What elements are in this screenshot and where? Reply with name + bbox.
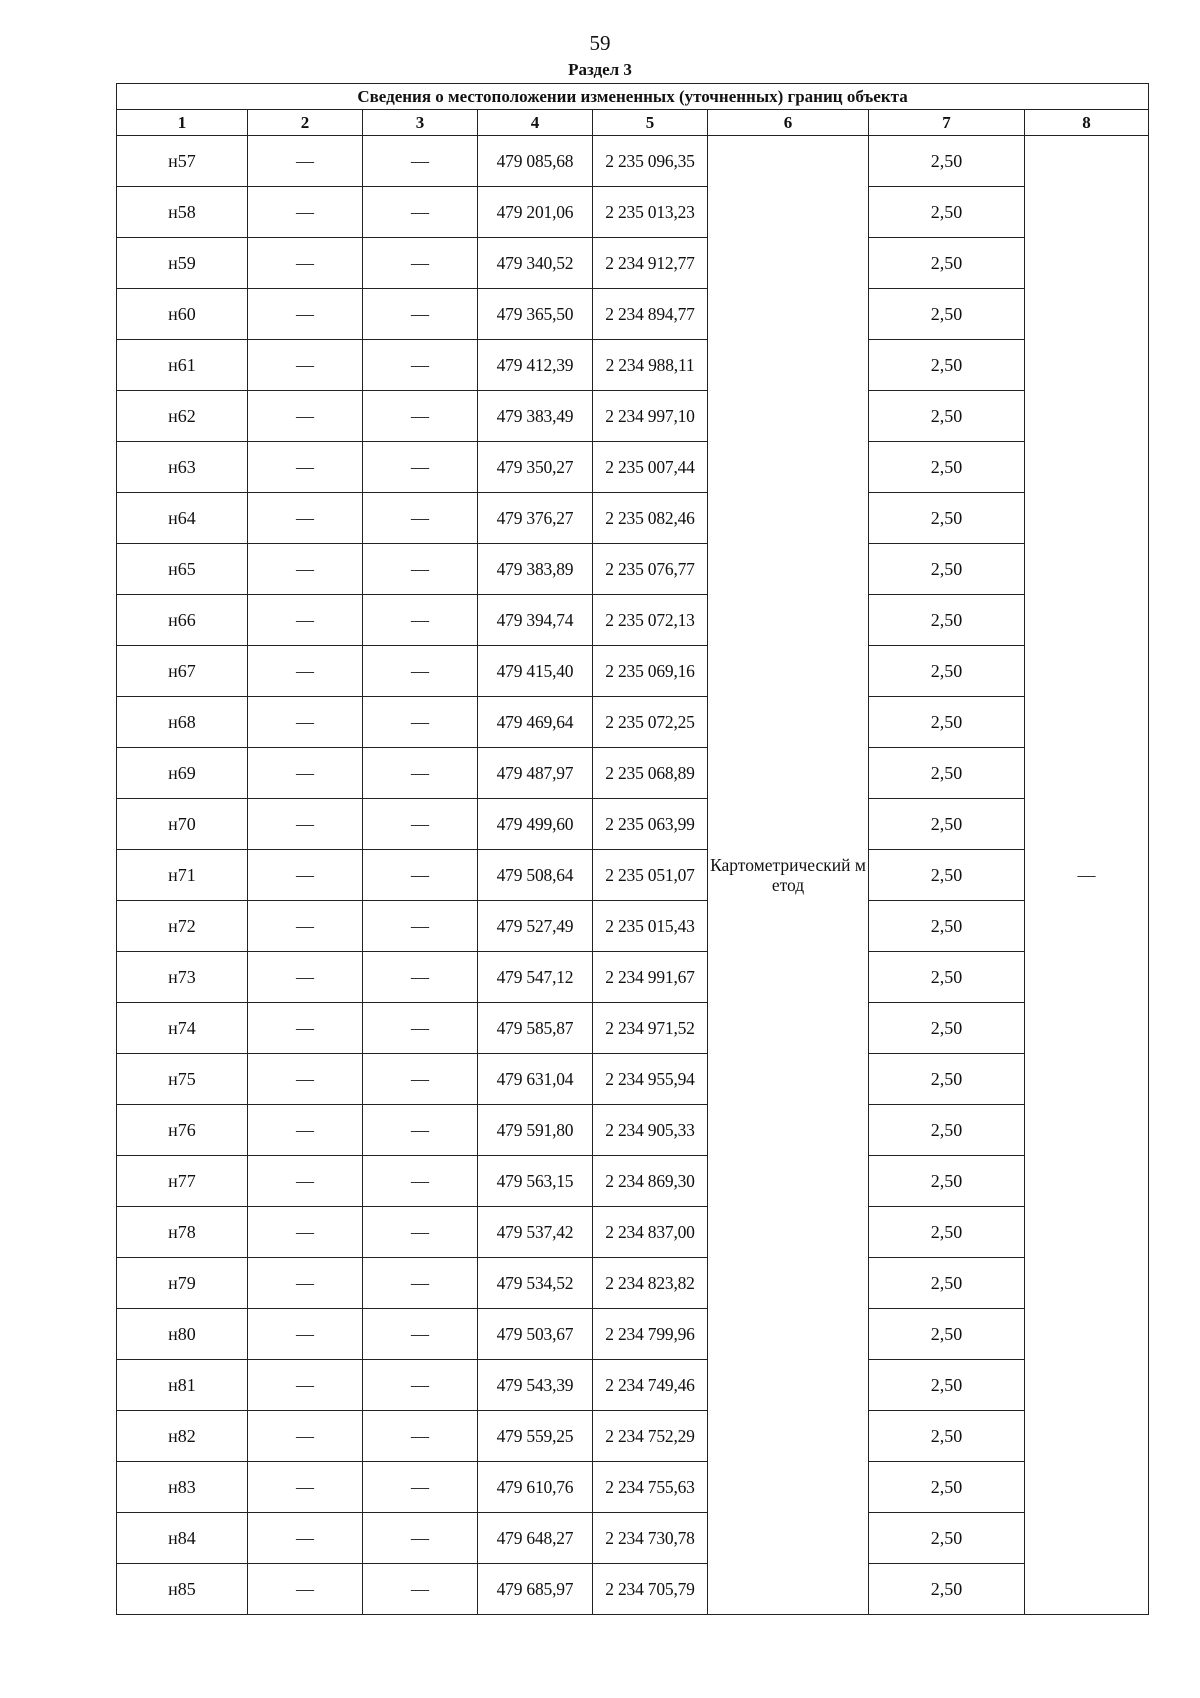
precision-value: 2,50	[869, 646, 1025, 697]
table-caption: Сведения о местоположении измененных (уточненных) границ объекта	[117, 84, 1149, 110]
precision-value: 2,50	[869, 1462, 1025, 1513]
point-number: н63	[117, 442, 248, 493]
x-coordinate: 479 685,97	[478, 1564, 593, 1615]
precision-value: 2,50	[869, 391, 1025, 442]
table-row	[117, 238, 1149, 289]
column-2-value: —	[248, 1207, 363, 1258]
x-coordinate: 479 376,27	[478, 493, 593, 544]
point-number: н67	[117, 646, 248, 697]
column-2-value: —	[248, 1462, 363, 1513]
precision-value: 2,50	[869, 748, 1025, 799]
point-number: н66	[117, 595, 248, 646]
precision-value: 2,50	[869, 1309, 1025, 1360]
column-3-value: —	[363, 1258, 478, 1309]
x-coordinate: 479 631,04	[478, 1054, 593, 1105]
point-number: н70	[117, 799, 248, 850]
table-row	[117, 1258, 1149, 1309]
point-number: н78	[117, 1207, 248, 1258]
table-row	[117, 493, 1149, 544]
x-coordinate: 479 487,97	[478, 748, 593, 799]
table-row	[117, 1105, 1149, 1156]
point-number: н71	[117, 850, 248, 901]
column-3-value: —	[363, 850, 478, 901]
point-number: н77	[117, 1156, 248, 1207]
precision-value: 2,50	[869, 1156, 1025, 1207]
y-coordinate: 2 234 752,29	[593, 1411, 708, 1462]
point-number: н80	[117, 1309, 248, 1360]
precision-value: 2,50	[869, 544, 1025, 595]
x-coordinate: 479 547,12	[478, 952, 593, 1003]
column-2-value: —	[248, 340, 363, 391]
precision-value: 2,50	[869, 1513, 1025, 1564]
column-8-value: —	[1025, 136, 1149, 1615]
point-number: н65	[117, 544, 248, 595]
table-row	[117, 697, 1149, 748]
y-coordinate: 2 234 997,10	[593, 391, 708, 442]
column-2-value: —	[248, 289, 363, 340]
column-2-value: —	[248, 1054, 363, 1105]
column-2-value: —	[248, 646, 363, 697]
y-coordinate: 2 235 069,16	[593, 646, 708, 697]
column-3-value: —	[363, 799, 478, 850]
column-2-value: —	[248, 1258, 363, 1309]
point-number: н76	[117, 1105, 248, 1156]
table-row	[117, 952, 1149, 1003]
x-coordinate: 479 543,39	[478, 1360, 593, 1411]
precision-value: 2,50	[869, 1105, 1025, 1156]
y-coordinate: 2 234 755,63	[593, 1462, 708, 1513]
y-coordinate: 2 234 869,30	[593, 1156, 708, 1207]
x-coordinate: 479 415,40	[478, 646, 593, 697]
column-number: 2	[248, 110, 363, 136]
column-3-value: —	[363, 1156, 478, 1207]
column-2-value: —	[248, 595, 363, 646]
point-number: н58	[117, 187, 248, 238]
column-2-value: —	[248, 850, 363, 901]
x-coordinate: 479 383,89	[478, 544, 593, 595]
table-row	[117, 1360, 1149, 1411]
table-row	[117, 748, 1149, 799]
precision-value: 2,50	[869, 1003, 1025, 1054]
precision-value: 2,50	[869, 442, 1025, 493]
column-number: 4	[478, 110, 593, 136]
table-row	[117, 391, 1149, 442]
precision-value: 2,50	[869, 952, 1025, 1003]
column-2-value: —	[248, 391, 363, 442]
y-coordinate: 2 234 988,11	[593, 340, 708, 391]
point-number: н68	[117, 697, 248, 748]
table-row	[117, 1513, 1149, 1564]
precision-value: 2,50	[869, 1207, 1025, 1258]
point-number: н84	[117, 1513, 248, 1564]
table-row	[117, 1156, 1149, 1207]
column-2-value: —	[248, 1309, 363, 1360]
precision-value: 2,50	[869, 187, 1025, 238]
column-3-value: —	[363, 187, 478, 238]
column-3-value: —	[363, 1564, 478, 1615]
x-coordinate: 479 365,50	[478, 289, 593, 340]
precision-value: 2,50	[869, 1411, 1025, 1462]
y-coordinate: 2 234 823,82	[593, 1258, 708, 1309]
column-3-value: —	[363, 340, 478, 391]
column-2-value: —	[248, 1105, 363, 1156]
column-3-value: —	[363, 1411, 478, 1462]
column-3-value: —	[363, 1309, 478, 1360]
table-row	[117, 595, 1149, 646]
column-2-value: —	[248, 1360, 363, 1411]
column-3-value: —	[363, 1513, 478, 1564]
y-coordinate: 2 235 068,89	[593, 748, 708, 799]
precision-value: 2,50	[869, 340, 1025, 391]
table-body	[117, 136, 1149, 1615]
precision-value: 2,50	[869, 901, 1025, 952]
y-coordinate: 2 234 730,78	[593, 1513, 708, 1564]
table-row	[117, 1564, 1149, 1615]
y-coordinate: 2 235 072,13	[593, 595, 708, 646]
y-coordinate: 2 235 072,25	[593, 697, 708, 748]
point-number: н59	[117, 238, 248, 289]
y-coordinate: 2 235 015,43	[593, 901, 708, 952]
column-2-value: —	[248, 493, 363, 544]
table-row	[117, 340, 1149, 391]
x-coordinate: 479 499,60	[478, 799, 593, 850]
precision-value: 2,50	[869, 289, 1025, 340]
point-number: н57	[117, 136, 248, 187]
point-number: н62	[117, 391, 248, 442]
boundary-coordinates-table	[116, 83, 1149, 1615]
x-coordinate: 479 591,80	[478, 1105, 593, 1156]
column-2-value: —	[248, 1564, 363, 1615]
table-row	[117, 1054, 1149, 1105]
x-coordinate: 479 340,52	[478, 238, 593, 289]
x-coordinate: 479 559,25	[478, 1411, 593, 1462]
point-number: н75	[117, 1054, 248, 1105]
table-row	[117, 799, 1149, 850]
column-number: 8	[1025, 110, 1149, 136]
point-number: н81	[117, 1360, 248, 1411]
precision-value: 2,50	[869, 1054, 1025, 1105]
point-number: н64	[117, 493, 248, 544]
column-2-value: —	[248, 544, 363, 595]
determination-method: Картометрический метод	[708, 136, 869, 1615]
y-coordinate: 2 235 063,99	[593, 799, 708, 850]
y-coordinate: 2 234 705,79	[593, 1564, 708, 1615]
y-coordinate: 2 234 955,94	[593, 1054, 708, 1105]
y-coordinate: 2 234 837,00	[593, 1207, 708, 1258]
x-coordinate: 479 534,52	[478, 1258, 593, 1309]
point-number: н82	[117, 1411, 248, 1462]
column-2-value: —	[248, 1156, 363, 1207]
precision-value: 2,50	[869, 799, 1025, 850]
table-row	[117, 544, 1149, 595]
column-number: 1	[117, 110, 248, 136]
precision-value: 2,50	[869, 1564, 1025, 1615]
precision-value: 2,50	[869, 238, 1025, 289]
column-2-value: —	[248, 238, 363, 289]
column-2-value: —	[248, 748, 363, 799]
page-number: 59	[589, 31, 611, 55]
column-3-value: —	[363, 1360, 478, 1411]
table-row	[117, 1411, 1149, 1462]
table-row	[117, 850, 1149, 901]
precision-value: 2,50	[869, 697, 1025, 748]
y-coordinate: 2 235 076,77	[593, 544, 708, 595]
column-3-value: —	[363, 1054, 478, 1105]
x-coordinate: 479 610,76	[478, 1462, 593, 1513]
x-coordinate: 479 394,74	[478, 595, 593, 646]
column-3-value: —	[363, 748, 478, 799]
y-coordinate: 2 235 082,46	[593, 493, 708, 544]
table-row	[117, 901, 1149, 952]
x-coordinate: 479 383,49	[478, 391, 593, 442]
column-2-value: —	[248, 442, 363, 493]
y-coordinate: 2 234 905,33	[593, 1105, 708, 1156]
column-3-value: —	[363, 1207, 478, 1258]
column-3-value: —	[363, 595, 478, 646]
x-coordinate: 479 585,87	[478, 1003, 593, 1054]
column-3-value: —	[363, 391, 478, 442]
column-3-value: —	[363, 289, 478, 340]
table-row	[117, 1003, 1149, 1054]
y-coordinate: 2 235 051,07	[593, 850, 708, 901]
y-coordinate: 2 234 749,46	[593, 1360, 708, 1411]
column-3-value: —	[363, 238, 478, 289]
column-2-value: —	[248, 136, 363, 187]
column-number: 3	[363, 110, 478, 136]
y-coordinate: 2 234 894,77	[593, 289, 708, 340]
y-coordinate: 2 234 991,67	[593, 952, 708, 1003]
column-3-value: —	[363, 136, 478, 187]
x-coordinate: 479 412,39	[478, 340, 593, 391]
column-3-value: —	[363, 697, 478, 748]
point-number: н61	[117, 340, 248, 391]
x-coordinate: 479 201,06	[478, 187, 593, 238]
table-row	[117, 136, 1149, 187]
column-number: 5	[593, 110, 708, 136]
y-coordinate: 2 234 971,52	[593, 1003, 708, 1054]
table-row	[117, 1207, 1149, 1258]
x-coordinate: 479 085,68	[478, 136, 593, 187]
x-coordinate: 479 648,27	[478, 1513, 593, 1564]
column-2-value: —	[248, 1003, 363, 1054]
section-title: Раздел 3	[568, 60, 632, 79]
x-coordinate: 479 350,27	[478, 442, 593, 493]
column-2-value: —	[248, 1411, 363, 1462]
point-number: н72	[117, 901, 248, 952]
column-3-value: —	[363, 646, 478, 697]
precision-value: 2,50	[869, 136, 1025, 187]
precision-value: 2,50	[869, 1360, 1025, 1411]
x-coordinate: 479 469,64	[478, 697, 593, 748]
precision-value: 2,50	[869, 1258, 1025, 1309]
table-row	[117, 1309, 1149, 1360]
column-3-value: —	[363, 901, 478, 952]
column-3-value: —	[363, 1105, 478, 1156]
column-3-value: —	[363, 544, 478, 595]
x-coordinate: 479 503,67	[478, 1309, 593, 1360]
column-2-value: —	[248, 799, 363, 850]
column-number: 6	[708, 110, 869, 136]
x-coordinate: 479 537,42	[478, 1207, 593, 1258]
point-number: н74	[117, 1003, 248, 1054]
column-2-value: —	[248, 697, 363, 748]
column-3-value: —	[363, 493, 478, 544]
y-coordinate: 2 235 013,23	[593, 187, 708, 238]
y-coordinate: 2 235 007,44	[593, 442, 708, 493]
point-number: н69	[117, 748, 248, 799]
y-coordinate: 2 234 912,77	[593, 238, 708, 289]
x-coordinate: 479 508,64	[478, 850, 593, 901]
column-3-value: —	[363, 1462, 478, 1513]
y-coordinate: 2 235 096,35	[593, 136, 708, 187]
point-number: н85	[117, 1564, 248, 1615]
table-row	[117, 289, 1149, 340]
x-coordinate: 479 563,15	[478, 1156, 593, 1207]
table-row	[117, 1462, 1149, 1513]
column-2-value: —	[248, 901, 363, 952]
column-3-value: —	[363, 1003, 478, 1054]
point-number: н83	[117, 1462, 248, 1513]
point-number: н79	[117, 1258, 248, 1309]
y-coordinate: 2 234 799,96	[593, 1309, 708, 1360]
precision-value: 2,50	[869, 595, 1025, 646]
column-3-value: —	[363, 952, 478, 1003]
table-row	[117, 646, 1149, 697]
column-number: 7	[869, 110, 1025, 136]
x-coordinate: 479 527,49	[478, 901, 593, 952]
point-number: н60	[117, 289, 248, 340]
precision-value: 2,50	[869, 493, 1025, 544]
table-row	[117, 187, 1149, 238]
column-2-value: —	[248, 952, 363, 1003]
column-2-value: —	[248, 1513, 363, 1564]
column-2-value: —	[248, 187, 363, 238]
table-row	[117, 442, 1149, 493]
precision-value: 2,50	[869, 850, 1025, 901]
column-3-value: —	[363, 442, 478, 493]
point-number: н73	[117, 952, 248, 1003]
